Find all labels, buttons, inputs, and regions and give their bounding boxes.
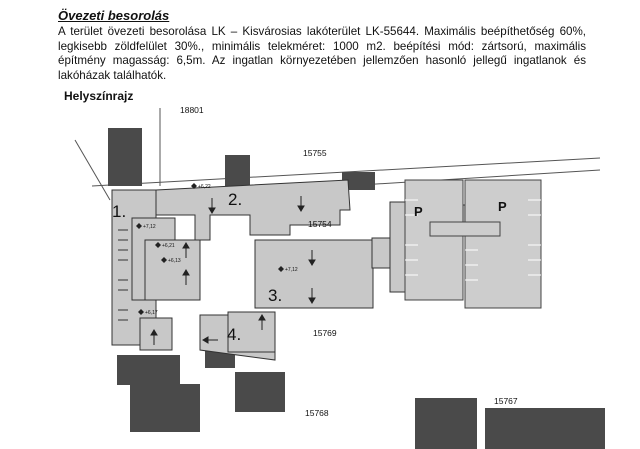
page-heading: Övezeti besorolás — [58, 8, 170, 23]
parcel-label: 15767 — [494, 396, 518, 406]
site-plan-title: Helyszínrajz — [64, 89, 134, 103]
zoning-paragraph: A terület övezeti besorolása LK – Kisvárosias lakóterület LK-55644. Maximális beépíthetőség 60%, legkisebb zöldfelület 30%., minimális telekméret: 1000 m2. beépítési mód: zártsorú, maximális építmény magasság: 6,5m. Az ingatlan környezetében jellemzően hasonló jellegű ingatlanok és lakóházak találhatók. — [58, 25, 586, 82]
parcel-label: 15769 — [313, 328, 337, 338]
elevation-label: +7,12 — [285, 267, 298, 273]
elevation-label: +6,21 — [162, 243, 175, 249]
parking-label: P — [414, 204, 423, 219]
building-number-4: 4. — [227, 325, 242, 344]
elevation-label: +6,22 — [198, 184, 211, 190]
elevation-label: +6,17 — [145, 310, 158, 316]
building-number-3: 3. — [268, 286, 283, 305]
elevation-label: +7,12 — [143, 224, 156, 230]
parcel-label: 15754 — [308, 219, 332, 229]
parking-label: P — [498, 199, 507, 214]
parcel-label: 18801 — [180, 105, 204, 115]
building-number-2: 2. — [228, 190, 243, 209]
elevation-label: +6,13 — [168, 258, 181, 264]
building-number-1: 1. — [112, 202, 127, 221]
parcel-label: 15768 — [305, 408, 329, 418]
parcel-label: 15755 — [303, 148, 327, 158]
parking-areas — [405, 180, 541, 308]
